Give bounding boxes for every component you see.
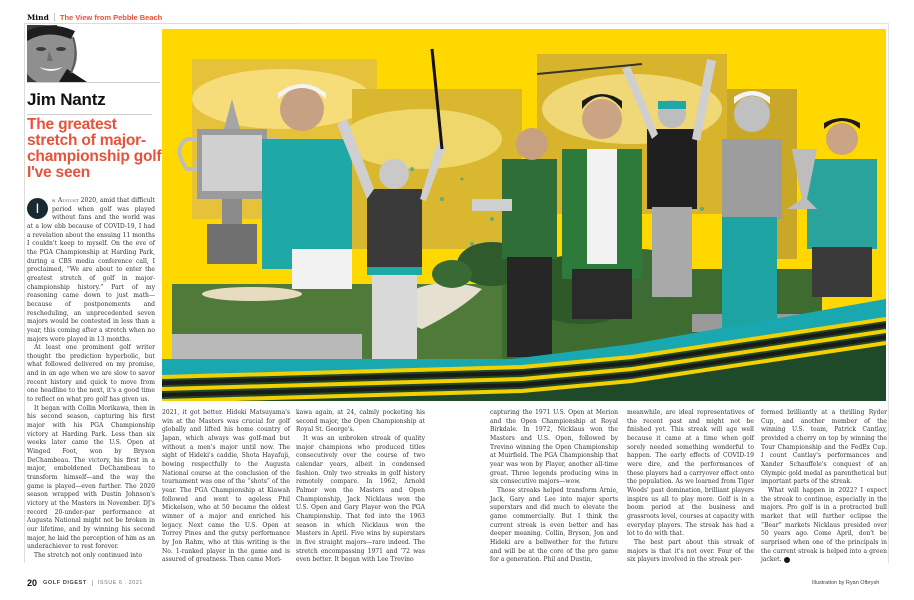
paragraph: 2021, it got better. Hideki Matsuyama's win at the Masters was crucial for golf globally and lifted his home country of Japan, which always was golf-mad but without a men's major until now. The sight of Hideki's caddie, Shota Hayafuji, bowing respectfully to the Augusta National course at the conclusion of the tournament was one of the “shots” of the year. The PGA Championship at Kiawah followed and went to ageless Phil Mickelson, who at 50 became the oldest winner of a major and enriched his legacy. Next came the U.S. Open at Torrey Pines and the gutsy performance by Jon Rahm, who at this writing is the No. 1-ranked player in the game and is assured of greatness. Then came Mori- — [162, 409, 290, 564]
folio-divider — [92, 580, 93, 586]
body-column-3 — [296, 409, 425, 565]
section-name: Mind — [27, 12, 49, 22]
magazine-name: GOLF DIGEST — [43, 580, 87, 586]
body-column-5 — [627, 409, 754, 565]
page-folio — [27, 578, 143, 588]
paragraph: 2020, amid that difficult period when golf was played without fans and the world was at a low ebb because of COVID-19, I had a revelation about the ensuing 11 months I couldn't keep to myself. On the eve of the PGA Championship at Harding Park, during a CBS media conference call, I proclaimed, “We are about to enter the greatest stretch of golf in major-championship history.” Part of my reasoning came down to just math—because of postponements and rescheduling, an unprecedented seven majors would be contested in less than a year, this coming after a stretch when no majors were played in 13 months. — [27, 197, 155, 343]
paragraph: At least one prominent golf writer thought the prediction hyperbolic, but what followed delivered on my promise, and in an age when we are slow to savor recent history and quick to move from one headline to the next, it's a good time to reflect on what pro golf has given us. — [27, 344, 155, 404]
paragraph: The best part about this streak of majors is that it's not over. Four of the six players involved in the streak per- — [627, 538, 754, 564]
body-column-4 — [490, 409, 618, 565]
portrait-divider — [27, 82, 160, 83]
top-rule — [24, 23, 300, 24]
left-margin-rule — [24, 23, 25, 563]
paragraph: meanwhile, are ideal representatives of the recent past and might not be finished yet. This streak will age well because it came at a time when golf sorely needed something wonderful to happen. The early effects of COVID-19 were dire, and the performances of these players had a carryover effect onto the population. As we learned from Tiger Woods' past domination, brilliant players inspire us all to play more. Golf is in a boom period at the business and grassroots level, courses at capacity with everyday players. The streak has had a lot to do with that. — [627, 409, 754, 538]
author-name: Jim Nantz — [27, 90, 106, 109]
article-headline: The greatest stretch of major-championship golf I've seen — [27, 116, 162, 181]
paragraph: The stretch not only continued into — [34, 551, 143, 559]
paragraph: It began with Collin Morikawa, then in his second season, capturing his first major with his PGA Championship victory at Harding Park. Less than six weeks later came the U.S. Open at Winged Foot, won by Bryson DeChambeau. The victory, his first in a major, emboldened DeChambeau to transform himself—and the way the game is played—even further. The 2020 season wrapped with Dustin Johnson's victory at the Masters in November. DJ's record 20-under-par performance at Augusta National might not be broken in our lifetime, and by winning his second major, he laid the perception of him as an underachiever to rest forever. — [27, 404, 155, 551]
paragraph: kawa again, at 24, calmly pocketing his second major, the Open Championship at Royal St. George's. — [296, 409, 425, 434]
lead-in: n August — [52, 197, 79, 204]
body-column-6 — [761, 409, 887, 565]
end-mark-icon — [784, 557, 790, 563]
paragraph: formed brilliantly at a thrilling Ryder Cup, and another member of the winning U.S. team, Patrick Cantlay, provided a cherry on top by winning the Tour Championship and the FedEx Cup. I count Cantlay's performances and Xander Schauffele's conquest of an Olympic gold medal as parenthetical but important parts of the streak. — [761, 409, 887, 486]
illustration-credit: Illustration by Ryan Olbrysh — [812, 580, 880, 586]
drop-cap: I — [27, 198, 48, 219]
paragraph: Those streaks helped transform Arnie, Jack, Gary and Lee into major sports superstars and did much to elevate the game commercially. But I think the current streak is even better and has deeper meaning. Collin, Bryson, Jon and Hideki are a bellwether for the future and will be at the core of the pro game for a generation. Phil and Dustin, — [490, 486, 618, 564]
author-portrait — [27, 25, 155, 82]
body-column-2 — [162, 409, 290, 565]
paragraph: It was an unbroken streak of quality major champions who produced titles consecutively over the course of two calendar years, albeit in condensed fashion. Only two streaks in golf history remotely compare. In 1962, Arnold Palmer won the Masters and Open Championship, Jack Nicklaus won the U.S. Open and Gary Player won the PGA Championship. That fed into the 1963 season in which Nicklaus won the Masters in April. Five wins by superstars in five straight majors—rare indeed. The stretch encompassing 1971 and '72 was even better. It began with Lee Trevino — [296, 434, 425, 564]
page-number: 20 — [27, 578, 38, 588]
body-column-1 — [27, 197, 155, 561]
paragraph: What will happen in 2022? I expect the streak to continue, especially in the majors. Pro golf is in a protracted bull market that will further eclipse the “Bear” markets Nicklaus presided over 50 years ago. Come April, don't be surprised when one of the principals in the current streak is helped into a green jacket. — [761, 486, 887, 564]
author-divider — [27, 114, 152, 115]
section-header — [27, 10, 162, 24]
top-rule-right — [300, 23, 889, 24]
column-name: The View from Pebble Beach — [59, 12, 163, 22]
section-divider — [54, 13, 55, 21]
issue-label: ISSUE 6 . 2021 — [97, 580, 143, 586]
paragraph: capturing the 1971 U.S. Open at Merion and the Open Championship at Royal Birkdale. In 1972, Nicklaus won the Masters and U.S. Open, followed by Trevino winning the Open Championship at Muirfield. The PGA Championship that year was won by Player, another all-time great. Three legends producing wins in six consecutive majors—wow. — [490, 409, 618, 486]
hero-illustration — [162, 29, 886, 401]
right-margin-rule — [888, 23, 889, 563]
